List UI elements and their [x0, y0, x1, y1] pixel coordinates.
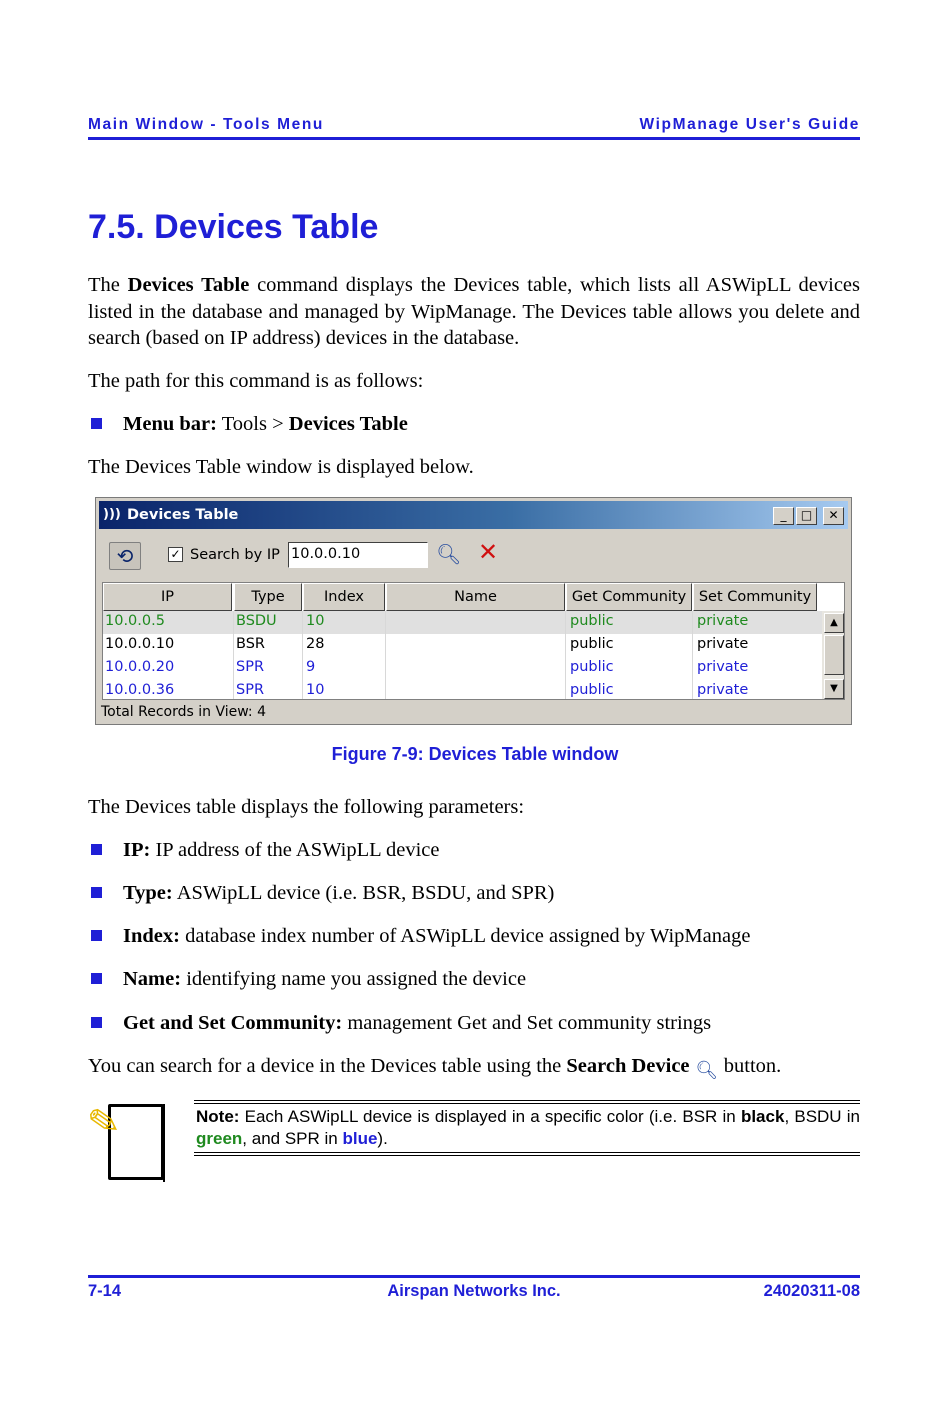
column-header-name[interactable]: Name [386, 583, 565, 611]
grid-line [565, 657, 566, 680]
devices-grid [102, 582, 845, 700]
intro-rest: command displays the Devices table, which lists all ASWipLL devices listed in the database and managed by WipManage. The Devices table allows you delete and search (based on IP address) devices in the database. [88, 274, 860, 349]
grid-line [233, 611, 234, 634]
cell-index: 10 [306, 613, 325, 629]
cell-ip: 10.0.0.36 [105, 682, 175, 698]
param-label: Index: [123, 925, 180, 947]
bullet-square-icon [91, 1017, 102, 1028]
note-green: green [196, 1129, 243, 1148]
search-device-line [88, 1053, 860, 1080]
table-row[interactable] [103, 611, 822, 634]
window-intro: The Devices Table window is displayed below. [88, 456, 474, 478]
refresh-icon: ⟲ [116, 544, 134, 568]
param-bullet [88, 966, 860, 992]
intro-bold: Devices Table [127, 274, 250, 296]
search-by-ip-checkbox[interactable]: ✓ [168, 547, 183, 562]
note-bottom-rule [194, 1152, 860, 1156]
cell-set-community: private [697, 659, 749, 675]
devices-table-window [95, 497, 852, 725]
menu-bullet [88, 411, 860, 437]
cell-index: 9 [306, 659, 316, 675]
note-blue: blue [342, 1129, 378, 1148]
search-by-ip-label: Search by IP [190, 547, 280, 563]
scroll-thumb[interactable] [824, 635, 844, 675]
search-line-prefix: You can search for a device in the Devices table using the [88, 1055, 567, 1077]
column-header-type[interactable]: Type [234, 583, 302, 611]
search-magnifier-icon: 🔍︎ [436, 542, 462, 566]
param-bullet [88, 837, 860, 863]
grid-line [233, 634, 234, 657]
bullet-square-icon [91, 930, 102, 941]
params-intro: The Devices table displays the following parameters: [88, 796, 525, 818]
page-number: 7-14 [88, 1282, 122, 1300]
note-t1: Each ASWipLL device is displayed in a specific color (i.e. BSR in [239, 1107, 741, 1126]
column-header-index[interactable]: Index [303, 583, 385, 611]
document-number: 24020311-08 [763, 1282, 860, 1300]
close-button[interactable]: ✕ [823, 507, 844, 525]
grid-line [385, 634, 386, 657]
grid-line [233, 657, 234, 680]
param-label: Get and Set Community: [123, 1012, 343, 1034]
cell-ip: 10.0.0.20 [105, 659, 175, 675]
app-icon: ))) [103, 507, 121, 522]
param-description: database index number of ASWipLL device assigned by WipManage [179, 925, 751, 947]
menu-path-tools: Tools > [216, 413, 289, 435]
page-footer [88, 1275, 860, 1305]
cell-type: SPR [236, 659, 265, 675]
path-text: The path for this command is as follows: [88, 370, 424, 392]
note-t4: ). [377, 1129, 388, 1148]
note-t3: , and SPR in [242, 1129, 343, 1148]
grid-line [565, 680, 566, 700]
menu-bar-label: Menu bar: [123, 413, 217, 435]
figure-caption: Figure 7-9: Devices Table window [331, 744, 619, 764]
bullet-square-icon [91, 973, 102, 984]
column-header-set-community[interactable]: Set Community [693, 583, 817, 611]
param-bullet [88, 1010, 860, 1036]
cell-get-community: public [570, 636, 614, 652]
intro-prefix: The [88, 274, 128, 296]
grid-line [692, 611, 693, 634]
window-titlebar[interactable] [99, 501, 848, 529]
note-label: Note: [196, 1107, 240, 1126]
cell-ip: 10.0.0.10 [105, 636, 175, 652]
header-guide-title: WipManage User's Guide [639, 116, 860, 133]
table-row[interactable] [103, 680, 822, 700]
search-line-bold: Search Device [566, 1055, 690, 1077]
cell-set-community: private [697, 613, 749, 629]
maximize-button[interactable]: □ [796, 507, 817, 525]
grid-line [302, 680, 303, 700]
grid-line [692, 634, 693, 657]
window-title: Devices Table [127, 507, 239, 523]
scroll-up-button[interactable]: ▲ [824, 613, 844, 633]
cell-type: BSDU [236, 613, 277, 629]
grid-line [692, 680, 693, 700]
minimize-button[interactable]: _ [773, 507, 794, 525]
ip-search-input[interactable]: 10.0.0.10 [288, 542, 428, 568]
pencil-icon: ✎ [84, 1099, 124, 1147]
cell-set-community: private [697, 636, 749, 652]
cell-get-community: public [570, 682, 614, 698]
delete-x-icon: ✕ [478, 538, 499, 566]
search-line-suffix: button. [718, 1055, 782, 1077]
cell-type: BSR [236, 636, 265, 652]
header-chapter: Main Window - Tools Menu [88, 116, 325, 133]
cell-set-community: private [697, 682, 749, 698]
param-label: IP: [123, 839, 151, 861]
bullet-square-icon [91, 887, 102, 898]
vertical-scrollbar[interactable] [822, 611, 845, 700]
note-black: black [740, 1107, 785, 1126]
search-device-button[interactable] [436, 542, 461, 566]
param-bullet [88, 880, 860, 906]
bullet-square-icon [91, 418, 102, 429]
grid-line [385, 657, 386, 680]
table-row[interactable] [103, 657, 822, 680]
footer-company: Airspan Networks Inc. [387, 1282, 561, 1300]
grid-line [565, 634, 566, 657]
column-header-ip[interactable]: IP [103, 583, 232, 611]
section-title: 7.5. Devices Table [88, 208, 379, 246]
grid-line [302, 611, 303, 634]
note-box [84, 1099, 861, 1190]
cell-index: 10 [306, 682, 325, 698]
param-label: Type: [123, 882, 173, 904]
menu-path-devices-table: Devices Table [288, 413, 408, 435]
param-bullet [88, 923, 860, 949]
table-row[interactable] [103, 634, 822, 657]
note-top-rule [194, 1100, 860, 1104]
note-text [196, 1106, 860, 1150]
param-description: management Get and Set community strings [342, 1012, 712, 1034]
page-header [88, 116, 860, 140]
param-label: Name: [123, 968, 182, 990]
intro-paragraph [88, 272, 860, 352]
grid-line [565, 611, 566, 634]
param-description: ASWipLL device (i.e. BSR, BSDU, and SPR) [172, 882, 555, 904]
grid-line [302, 657, 303, 680]
param-description: IP address of the ASWipLL device [150, 839, 440, 861]
grid-line [692, 657, 693, 680]
grid-line [385, 680, 386, 700]
grid-line [233, 680, 234, 700]
cell-type: SPR [236, 682, 265, 698]
column-header-get-community[interactable]: Get Community [566, 583, 692, 611]
param-description: identifying name you assigned the device [181, 968, 527, 990]
cell-ip: 10.0.0.5 [105, 613, 165, 629]
cell-index: 28 [306, 636, 325, 652]
grid-line [385, 611, 386, 634]
search-magnifier-icon: 🔍︎ [695, 1060, 719, 1080]
total-records: Total Records in View: 4 [101, 704, 267, 720]
note-t2: , BSDU in [784, 1107, 861, 1126]
grid-line [302, 634, 303, 657]
cell-get-community: public [570, 659, 614, 675]
bullet-square-icon [91, 844, 102, 855]
scroll-down-button[interactable]: ▼ [824, 679, 844, 699]
delete-button[interactable] [478, 538, 498, 566]
cell-get-community: public [570, 613, 614, 629]
refresh-button[interactable] [109, 542, 141, 570]
